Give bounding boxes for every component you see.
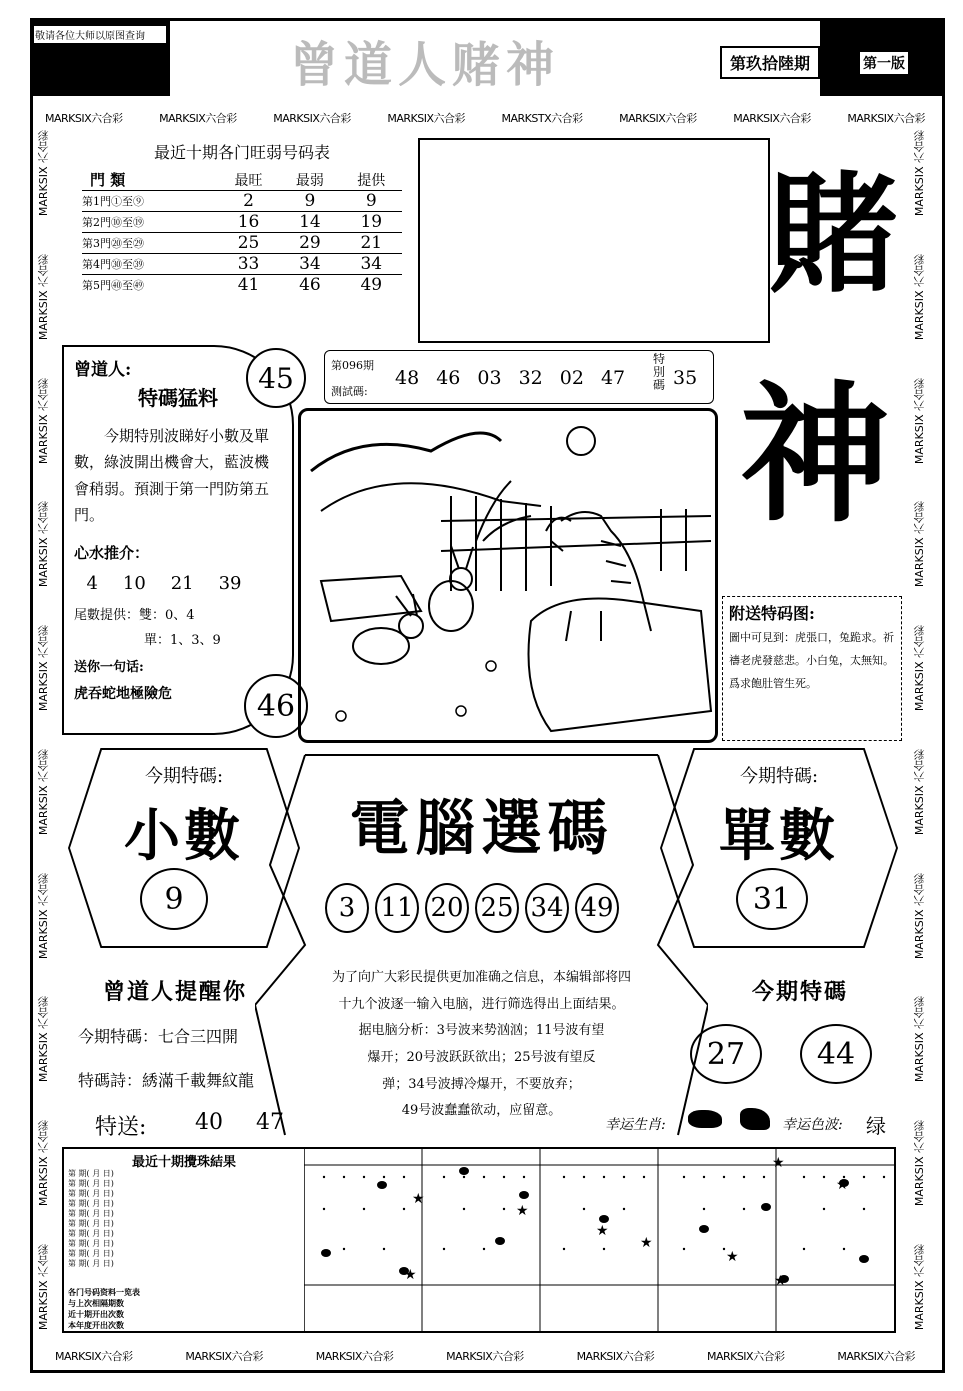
row-label: 第 期( 月 日)	[68, 1189, 114, 1198]
right-hex-circle	[736, 868, 808, 930]
computer-title: 電腦選碼	[349, 794, 614, 864]
header-left-black-block	[30, 18, 170, 96]
test-num: 48	[395, 367, 420, 389]
computer-num-circle	[475, 883, 519, 933]
summary-label: 与上次相隔期数	[68, 1298, 124, 1308]
side-mark-label: MARKSIX 六合彩	[37, 872, 50, 959]
mark-label: MARKSTX六合彩	[501, 112, 583, 125]
table-cell: 21	[360, 233, 383, 253]
left-side-marks	[36, 130, 52, 1330]
side-mark-label: MARKSIX 六合彩	[913, 996, 926, 1083]
side-mark-label: MARKSIX 六合彩	[913, 872, 926, 959]
lucky-color: 绿	[866, 1114, 886, 1138]
special-right-num: 44	[816, 1036, 856, 1072]
computer-text-line: 爆开；20号波跃跃欲出；25号波有望反	[367, 1049, 596, 1065]
special-label: 特別碼	[653, 352, 666, 393]
tiger-rabbit-illustration	[301, 411, 718, 743]
computer-num-circle	[425, 883, 469, 933]
side-mark-label: MARKSIX 六合彩	[913, 253, 926, 340]
edition-label: 第一版	[860, 52, 908, 74]
summary-label: 本年度开出次数	[68, 1320, 124, 1330]
mark-label: MARKSIX六合彩	[446, 1350, 524, 1363]
special-right-circle	[800, 1024, 872, 1084]
svg-text:★: ★	[774, 1273, 787, 1289]
results-row-labels	[68, 1169, 114, 1269]
row-label: 第 期( 月 日)	[68, 1239, 114, 1248]
table-row	[82, 254, 402, 275]
test-num: 03	[477, 367, 502, 389]
phrase-text: 虎吞蛇地極險危	[74, 686, 172, 702]
tips-title: 特碼猛料	[138, 386, 218, 410]
phrase-title: 送你一句话:	[74, 660, 144, 675]
left-hex-num: 9	[164, 881, 184, 917]
row-label: 第 期( 月 日)	[68, 1219, 114, 1228]
mark-label: MARKSIX六合彩	[847, 112, 925, 125]
special-right-circle	[690, 1024, 762, 1084]
svg-text:★: ★	[772, 1155, 785, 1171]
heart-num: 10	[122, 573, 146, 594]
test-code-box	[324, 350, 714, 404]
caption-box	[722, 596, 902, 741]
computer-num-circle	[325, 883, 369, 933]
computer-num: 49	[580, 893, 614, 923]
table-cell: 46	[299, 275, 321, 295]
computer-num-circle	[375, 883, 419, 933]
side-mark-label: MARKSIX 六合彩	[37, 1120, 50, 1207]
side-mark-label: MARKSIX 六合彩	[37, 996, 50, 1083]
side-mark-label: MARKSIX 六合彩	[37, 748, 50, 835]
table-row-label: 第5門㊵至㊾	[82, 279, 144, 292]
row-label: 第 期( 月 日)	[68, 1209, 114, 1218]
heart-title: 心水推介：	[74, 544, 150, 562]
computer-num: 34	[530, 893, 564, 923]
svg-text:★: ★	[596, 1223, 609, 1239]
stats-table-block	[82, 140, 402, 295]
side-mark-label: MARKSIX 六合彩	[37, 501, 50, 588]
tail-single: 單：1、3、9	[144, 633, 221, 648]
mark-label: MARKSIX六合彩	[273, 112, 351, 125]
computer-box	[255, 745, 708, 1137]
side-mark-label: MARKSIX 六合彩	[37, 377, 50, 464]
big-title-char: 神	[740, 367, 891, 543]
table-header: 提供	[357, 172, 386, 189]
table-row	[82, 191, 402, 212]
computer-num-circle	[525, 883, 569, 933]
table-row	[82, 233, 402, 254]
heart-num: 39	[218, 573, 242, 594]
stats-table	[82, 169, 402, 295]
results-title: 最近十期攪珠結果	[131, 1155, 236, 1170]
table-header: 門 類	[90, 171, 126, 189]
table-cell: 41	[237, 275, 260, 295]
computer-text-line: 为了向广大彩民提供更加准确之信息，本编辑部将四	[331, 970, 631, 985]
left-hex-main: 小數	[124, 803, 244, 869]
table-cell: 9	[365, 191, 377, 211]
side-mark-label: MARKSIX 六合彩	[37, 130, 50, 217]
row-label: 第 期( 月 日)	[68, 1229, 114, 1238]
mark-label: MARKSIX六合彩	[315, 1350, 394, 1363]
table-cell: 14	[299, 212, 321, 232]
mark-label: MARKSIX六合彩	[185, 1350, 264, 1363]
heart-num: 21	[170, 573, 194, 594]
special-num: 35	[673, 367, 698, 389]
bottom-mark-row	[55, 1348, 915, 1364]
table-row-label: 第2門⑩至⑲	[82, 216, 144, 229]
ox-icon	[688, 1110, 722, 1128]
side-mark-label: MARKSIX 六合彩	[37, 1243, 50, 1330]
table-cell: 29	[299, 233, 321, 253]
remind-title: 曾道人提醒你	[102, 979, 247, 1005]
left-hex-label: 今期特碼:	[144, 766, 224, 787]
test-num: 47	[600, 367, 626, 389]
computer-num-circle	[575, 883, 619, 933]
table-row-label: 第1門①至⑨	[82, 195, 144, 208]
header-title: 曾道人赌神	[290, 37, 561, 93]
mark-label: MARKSIX六合彩	[159, 112, 237, 125]
table-cell: 9	[304, 191, 316, 211]
row-label: 第 期( 月 日)	[68, 1179, 114, 1188]
right-hex-label: 今期特碼:	[739, 766, 819, 787]
side-mark-label: MARKSIX 六合彩	[37, 253, 50, 340]
computer-text-line: 十九个波逐一输入电脑，进行筛选得出上面结果。	[338, 996, 625, 1012]
svg-text:★: ★	[640, 1235, 653, 1251]
results-summary-labels	[68, 1287, 140, 1331]
left-hex-circle	[140, 868, 208, 930]
row-label: 第 期( 月 日)	[68, 1199, 114, 1208]
svg-text:★: ★	[726, 1249, 739, 1265]
mark-label: MARKSIX六合彩	[733, 112, 811, 125]
summary-label: 近十期开出次数	[68, 1309, 124, 1319]
table-row	[82, 212, 402, 233]
issue-number: 第玖拾陸期	[720, 46, 820, 79]
table-row-label: 第3門⑳至㉙	[82, 237, 144, 250]
mark-label: MARKSIX六合彩	[619, 112, 697, 125]
mark-label: MARKSIX六合彩	[706, 1350, 785, 1363]
table-cell: 2	[243, 191, 254, 211]
results-grid	[62, 1147, 896, 1333]
table-cell: 16	[237, 212, 260, 232]
caption-text: 圖中可見到：虎張口，兔跪求。祈禱老虎發慈悲。小白兔，太無知。爲求飽肚管生死。	[729, 631, 894, 691]
remind-line2: 特碼詩：綉滿千載舞紋龍	[78, 1071, 255, 1090]
circle-number: 46	[256, 688, 296, 724]
table-header: 最旺	[234, 172, 263, 189]
test-nums	[395, 367, 625, 389]
test-num: 02	[559, 367, 584, 389]
mark-label: MARKSIX六合彩	[387, 112, 466, 125]
table-cell: 34	[360, 254, 383, 274]
heart-nums	[74, 573, 254, 594]
header	[30, 18, 945, 96]
remind-send-label: 特送:	[95, 1115, 147, 1140]
side-mark-label: MARKSIX 六合彩	[913, 130, 926, 217]
svg-text:★: ★	[836, 1177, 849, 1193]
remind-send-num: 40	[195, 1110, 223, 1135]
table-row-label: 第4門㉚至㊴	[82, 258, 144, 271]
circle-number: 45	[258, 361, 294, 395]
test-num: 32	[518, 367, 543, 389]
mark-label: MARKSIX六合彩	[837, 1350, 915, 1363]
side-mark-label: MARKSIX 六合彩	[37, 625, 50, 712]
svg-text:★: ★	[404, 1267, 417, 1283]
side-mark-label: MARKSIX 六合彩	[913, 501, 926, 588]
test-issue: 第096期	[331, 359, 374, 372]
lucky-color-label: 幸运色波:	[782, 1117, 843, 1133]
lucky-zodiac-label: 幸运生肖:	[605, 1117, 666, 1133]
table-cell: 49	[360, 275, 383, 295]
right-hex-main: 單數	[719, 803, 839, 869]
computer-num: 11	[380, 893, 414, 923]
side-mark-label: MARKSIX 六合彩	[913, 1120, 926, 1207]
computer-num: 25	[480, 893, 514, 923]
table-row	[82, 275, 402, 296]
big-title-char: 賭	[768, 158, 899, 311]
remind-line1: 今期特碼：七合三四開	[78, 1027, 239, 1046]
computer-text-line: 据电脑分析：3号波来势汹汹；11号波有望	[358, 1023, 605, 1039]
right-hex-num: 31	[752, 881, 792, 917]
side-mark-label: MARKSIX 六合彩	[913, 625, 926, 712]
mark-label: MARKSIX六合彩	[45, 112, 123, 125]
svg-text:★: ★	[412, 1191, 425, 1207]
tips-body: 今期特別波睇好小數及單數，綠波開出機會大，藍波機會稍弱。預測于第一門防第五門。	[74, 427, 270, 524]
table-cell: 33	[237, 254, 260, 274]
side-mark-label: MARKSIX 六合彩	[913, 377, 926, 464]
tail-label: 尾數提供：雙：0、4	[74, 608, 195, 623]
test-num: 46	[436, 367, 461, 389]
computer-text-line: 49号波蠢蠢欲动，应留意。	[401, 1103, 562, 1119]
top-mark-row	[45, 110, 925, 126]
row-label: 第 期( 月 日)	[68, 1249, 114, 1258]
test-label: 测試碼:	[331, 385, 368, 398]
circle-45	[246, 348, 306, 408]
row-label: 第 期( 月 日)	[68, 1169, 114, 1178]
table-cell: 34	[299, 254, 321, 274]
svg-text:★: ★	[516, 1203, 529, 1219]
computer-text	[275, 965, 688, 1125]
computer-text-line: 弹；34号波搏冷爆开，不要放弃；	[382, 1076, 581, 1092]
stats-table-title: 最近十期各门旺弱号码表	[153, 143, 330, 162]
tips-author: 曾道人:	[74, 360, 132, 380]
computer-num: 3	[338, 893, 356, 923]
empty-image-box	[418, 138, 770, 343]
row-label: 第 期( 月 日)	[68, 1259, 114, 1268]
computer-nums	[325, 883, 619, 933]
side-mark-label: MARKSIX 六合彩	[913, 1243, 926, 1330]
special-right-num: 27	[706, 1036, 746, 1072]
header-left-line: 敬请各位大师以原图查询	[34, 26, 166, 43]
mark-label: MARKSIX六合彩	[576, 1350, 655, 1363]
remind-send-num: 47	[256, 1110, 284, 1135]
tips-box	[62, 345, 294, 735]
results-dot-grid	[304, 1149, 894, 1331]
table-header: 最弱	[295, 172, 324, 189]
computer-num: 20	[430, 893, 464, 923]
table-cell: 19	[360, 212, 383, 232]
heart-num: 4	[86, 573, 98, 594]
side-mark-label: MARKSIX 六合彩	[913, 748, 926, 835]
mark-label: MARKSIX六合彩	[55, 1350, 133, 1363]
right-side-marks	[912, 130, 928, 1330]
caption-title: 附送特码图:	[729, 604, 815, 623]
summary-label: 各门号码资料一览表	[68, 1287, 140, 1297]
table-cell: 25	[237, 233, 260, 253]
special-right-title: 今期特碼	[751, 979, 848, 1005]
illustration-box	[298, 408, 718, 743]
